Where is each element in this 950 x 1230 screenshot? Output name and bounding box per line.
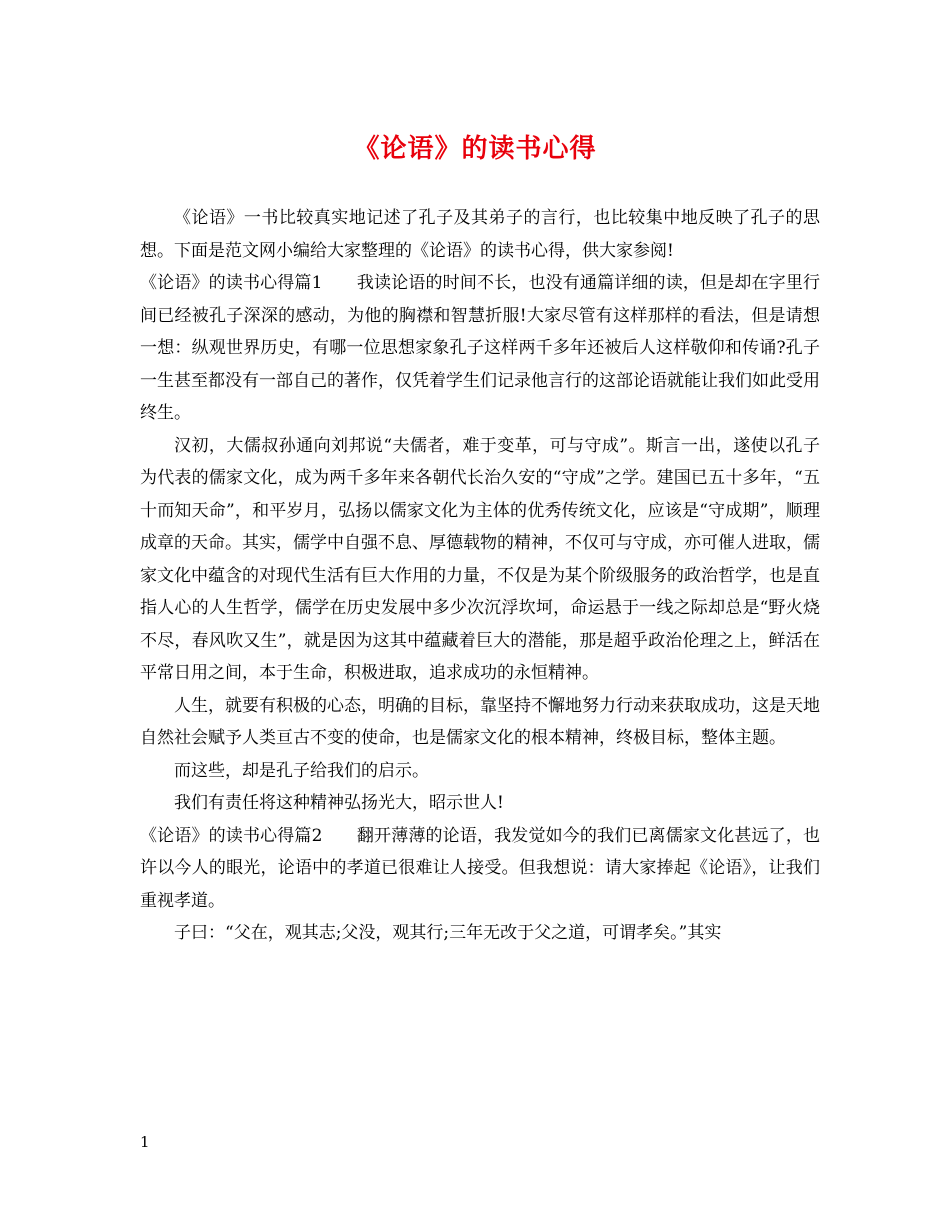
paragraph-enlightenment: 而这些，却是孔子给我们的启示。 — [174, 760, 429, 781]
paragraph-quote: 子曰：“父在，观其志;父没，观其行;三年无改于父之道，可谓孝矣。”其实 — [174, 923, 722, 943]
paragraph-responsibility: 我们有责任将这种精神弘扬光大，昭示世人! — [174, 793, 504, 813]
paragraph-part1-heading: 《论语》的读书心得篇1 我读论语的时间不长，也没有通篇详细的读，但是却在字里行间已经被孔子深深的感动，为他的胸襟和智慧折服!大家尽管有这样那样的看法，但是请想一想：纵观世界历史，有哪一位思想家象孔子这样两千多年还被后人这样敬仰和传诵?孔子一生甚至都没有一部自己的著作，仅凭着学生们记录他言行的这部论语就能让我们如此受用终生。 — [140, 273, 820, 423]
document-title: 《论语》的读书心得 — [353, 134, 597, 164]
document-body — [140, 202, 820, 950]
paragraph-part2-heading: 《论语》的读书心得篇2 翻开薄薄的论语，我发觉如今的我们已离儒家文化甚远了，也许以今人的眼光，论语中的孝道已很难让人接受。但我想说：请大家捧起《论语》，让我们重视孝道。 — [140, 825, 820, 911]
page-number: 1 — [140, 1133, 150, 1151]
paragraph-life-attitude: 人生，就要有积极的心态，明确的目标，靠坚持不懈地努力行动来获取成功，这是天地自然社会赋予人类亘古不变的使命，也是儒家文化的根本精神，终极目标，整体主题。 — [140, 695, 820, 748]
paragraph-han-dynasty: 汉初，大儒叔孙通向刘邦说“夫儒者，难于变革，可与守成”。斯言一出，遂使以孔子为代表的儒家文化，成为两千多年来各朝代长治久安的“守成”之学。建国已五十多年，“五十而知天命”，和平岁月，弘扬以儒家文化为主体的优秀传统文化，应该是“守成期”，顺理成章的天命。其实，儒学中自强不息、厚德载物的精神，不仅可与守成，亦可催人进取，儒家文化中蕴含的对现代生活有巨大作用的力量，不仅是为某个阶级服务的政治哲学，也是直指人心的人生哲学，儒学在历史发展中多少次沉浮坎坷，命运悬于一线之际却总是“野火烧不尽，春风吹又生”，就是因为这其中蕴藏着巨大的潜能，那是超乎政治伦理之上，鲜活在平常日用之间，本于生命，积极进取，追求成功的永恒精神。 — [140, 435, 820, 683]
paragraph-intro: 《论语》一书比较真实地记述了孔子及其弟子的言行，也比较集中地反映了孔子的思想。下面是范文网小编给大家整理的《论语》的读书心得，供大家参阅! — [140, 208, 820, 261]
